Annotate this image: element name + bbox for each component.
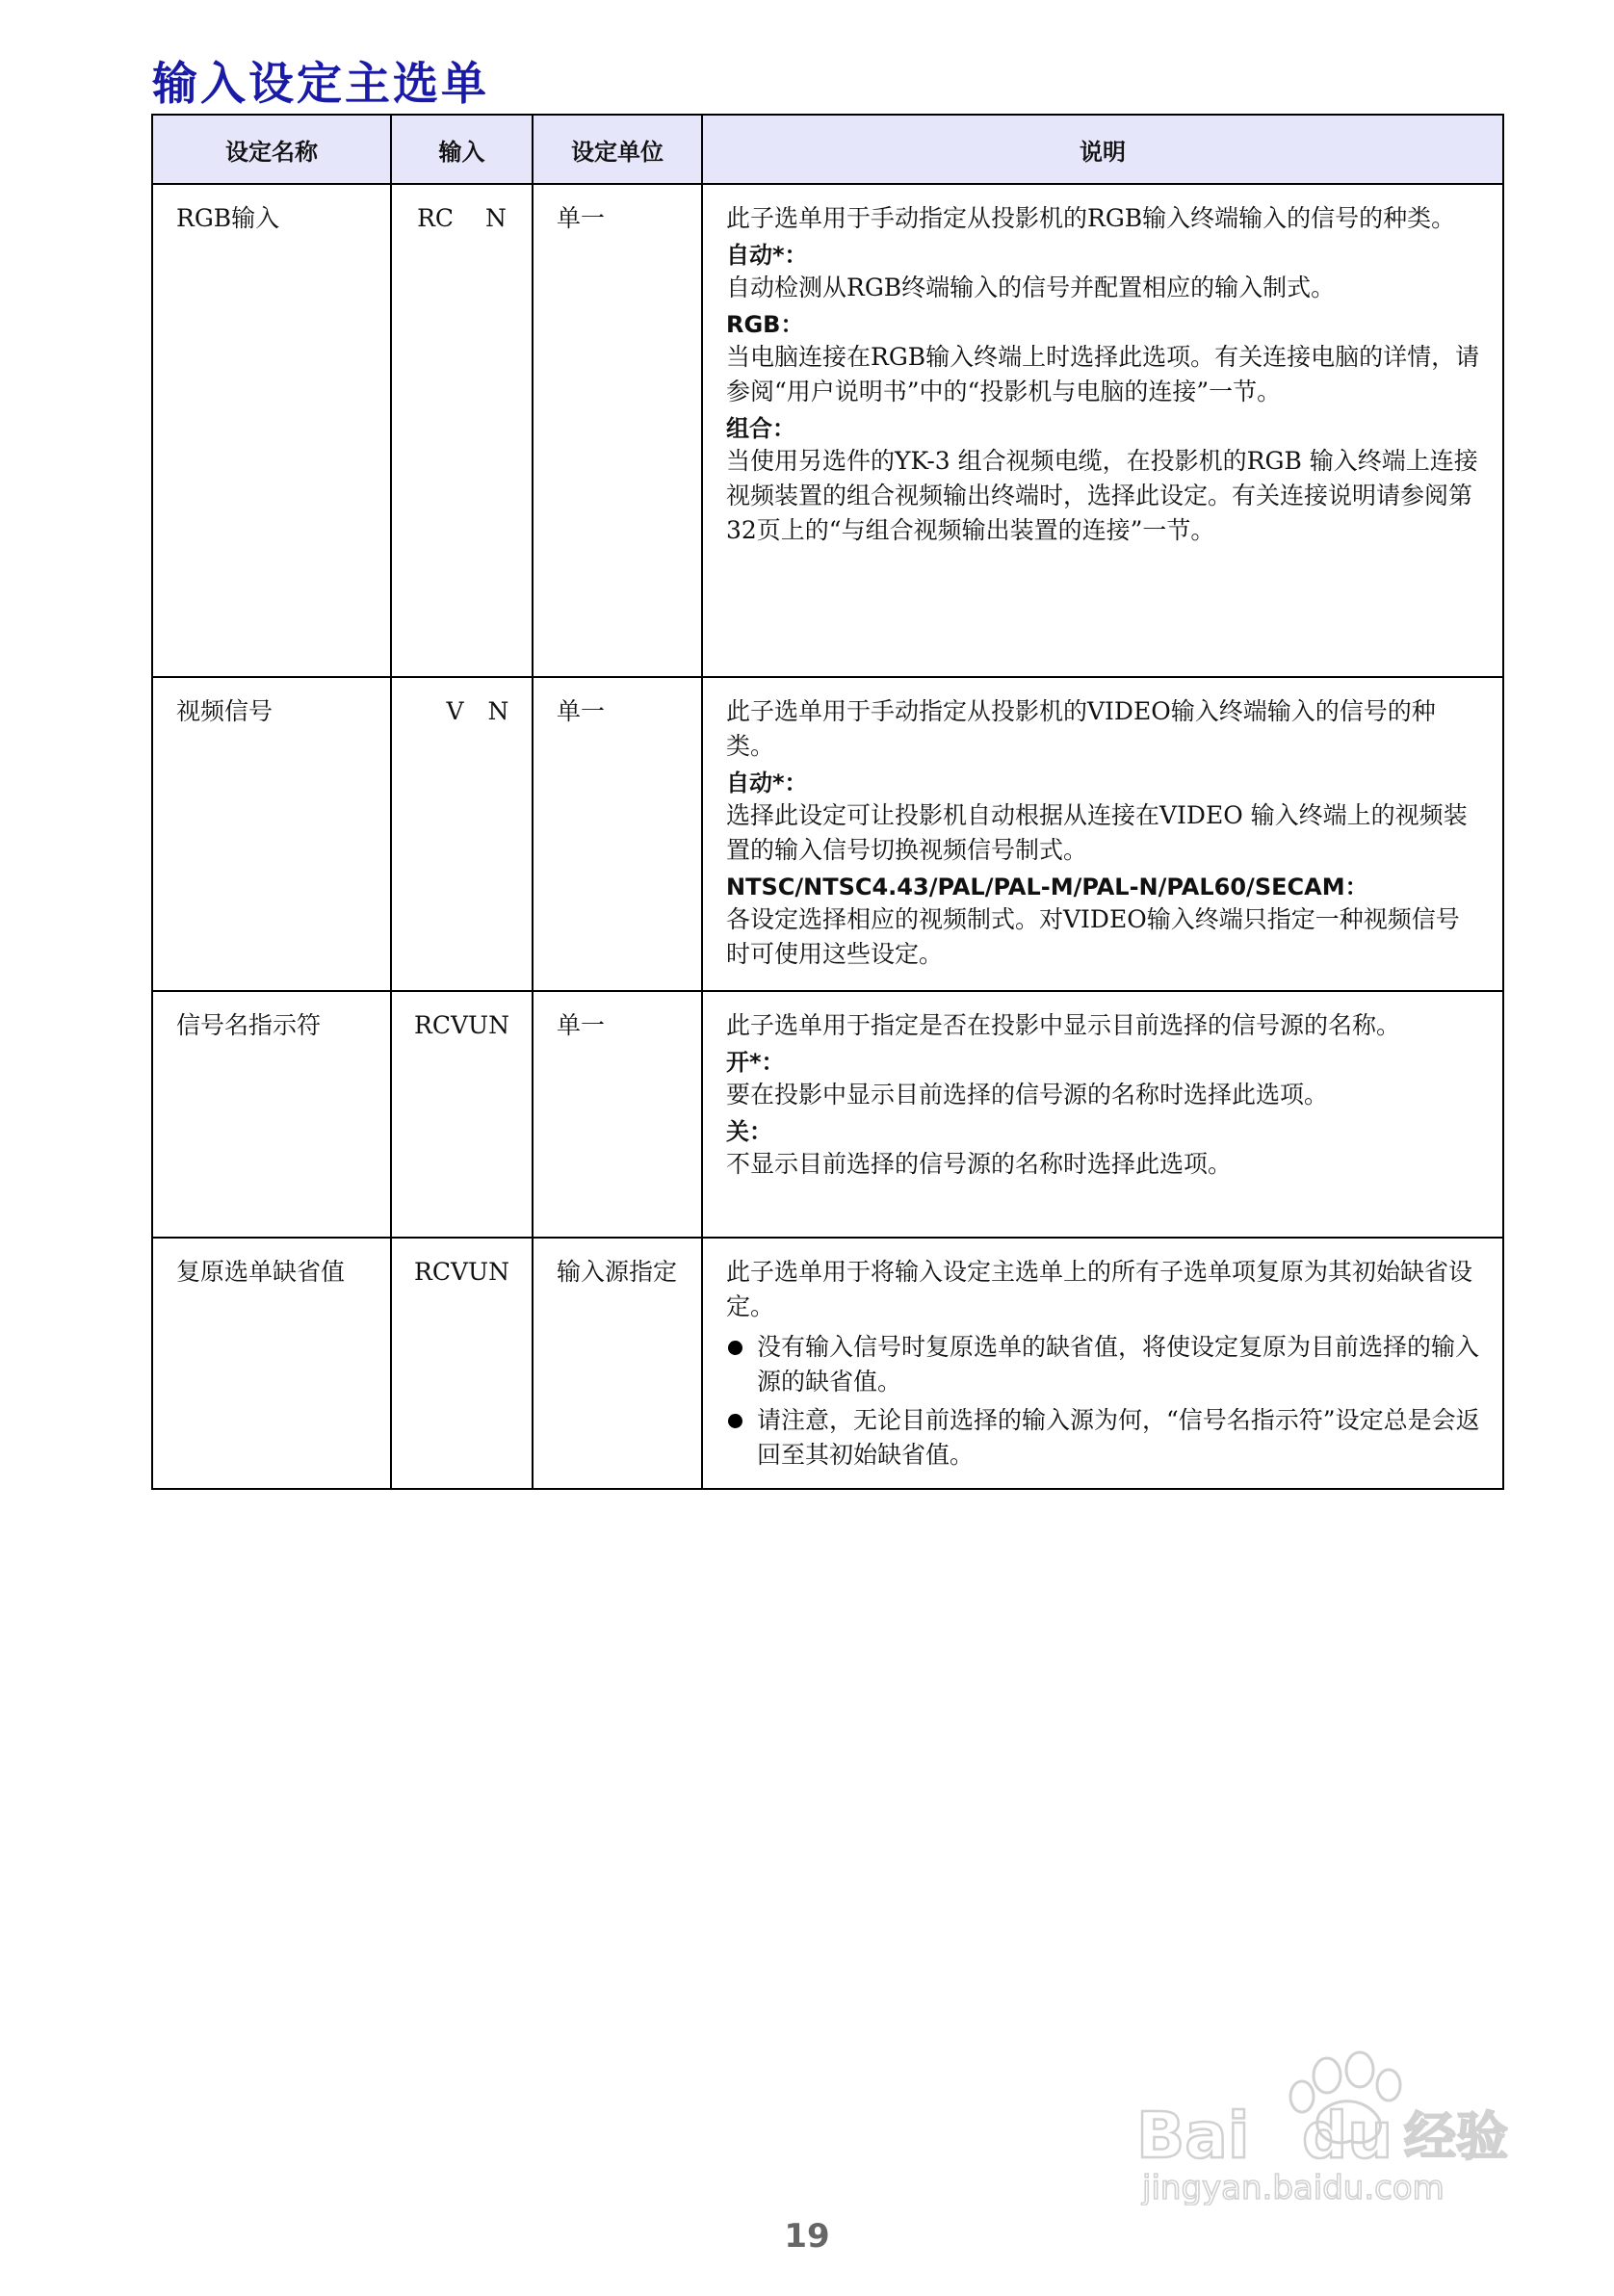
row-setting-name: 复原选单缺省值: [152, 1238, 391, 1489]
description-intro: 此子选单用于指定是否在投影中显示目前选择的信号源的名称。: [726, 1011, 1401, 1039]
description-intro: 此子选单用于将输入设定主选单上的所有子选单项复原为其初始缺省设定。: [726, 1258, 1473, 1320]
option-label: 自动*：: [726, 242, 808, 269]
option-text: 自动检测从RGB终端输入的信号并配置相应的输入制式。: [726, 274, 1336, 301]
option-text: 当使用另选件的YK-3 组合视频电缆，在投影机的RGB 输入终端上连接视频装置的组合视频输出终端时，选择此设定。有关连接说明请参阅第32页上的“与组合视频输出装置的连接”一节。: [726, 447, 1478, 544]
list-item: [726, 1403, 1483, 1473]
header-description: 说明: [702, 115, 1503, 184]
row-setting-name: 信号名指示符: [152, 991, 391, 1238]
svg-text:经验: 经验: [1404, 2106, 1508, 2167]
option-label: 开*：: [726, 1049, 785, 1076]
bullet-icon: [728, 1341, 742, 1355]
option-text: 不显示目前选择的信号源的名称时选择此选项。: [726, 1150, 1233, 1178]
header-input: 输入: [391, 115, 533, 184]
row-description: [702, 184, 1503, 677]
row-input-code: RC N: [391, 184, 533, 677]
row-setting-name: RGB输入: [152, 184, 391, 677]
header-setting-name: 设定名称: [152, 115, 391, 184]
option-text: 各设定选择相应的视频制式。对VIDEO输入终端只指定一种视频信号时可使用这些设定。: [726, 905, 1460, 968]
bullet-text: 没有输入信号时复原选单的缺省值，将使设定复原为目前选择的输入源的缺省值。: [757, 1333, 1480, 1396]
row-setting-unit: 单一: [533, 677, 702, 991]
bullet-icon: [728, 1414, 742, 1428]
row-description: [702, 991, 1503, 1238]
row-setting-unit: 输入源指定: [533, 1238, 702, 1489]
list-item: [726, 1330, 1483, 1399]
option-text: 当电脑连接在RGB输入终端上时选择此选项。有关连接电脑的详情，请参阅“用户说明书”中的“投影机与电脑的连接”一节。: [726, 343, 1480, 405]
option-label: RGB：: [726, 311, 804, 338]
baidu-watermark-logo: [1136, 2047, 1541, 2205]
option-label: 组合：: [726, 415, 795, 442]
option-label: NTSC/NTSC4.43/PAL/PAL-M/PAL-N/PAL60/SECAM：: [726, 874, 1368, 900]
header-setting-unit: 设定单位: [533, 115, 702, 184]
option-text: 要在投影中显示目前选择的信号源的名称时选择此选项。: [726, 1081, 1329, 1109]
row-setting-name: 视频信号: [152, 677, 391, 991]
table-header-row: [152, 115, 1503, 184]
svg-text:Bai: Bai: [1136, 2099, 1250, 2173]
page-number: 19: [784, 2217, 830, 2256]
description-intro: 此子选单用于手动指定从投影机的RGB输入终端输入的信号的种类。: [726, 204, 1456, 232]
svg-text:du: du: [1302, 2099, 1393, 2173]
page-title: 输入设定主选单: [152, 58, 489, 111]
bullet-text: 请注意，无论目前选择的输入源为何，“信号名指示符”设定总是会返回至其初始缺省值。: [757, 1406, 1480, 1469]
option-label: 自动*：: [726, 770, 808, 796]
table-row: [152, 677, 1503, 991]
row-description: [702, 1238, 1503, 1489]
table-row: [152, 1238, 1503, 1489]
row-input-code: V N: [391, 677, 533, 991]
table-row: [152, 184, 1503, 677]
option-label: 关：: [726, 1118, 772, 1145]
row-description: [702, 677, 1503, 991]
row-setting-unit: 单一: [533, 184, 702, 677]
input-settings-table: [151, 114, 1504, 1490]
row-input-code: RCVUN: [391, 991, 533, 1238]
row-setting-unit: 单一: [533, 991, 702, 1238]
bullet-list: [726, 1330, 1483, 1473]
option-text: 选择此设定可让投影机自动根据从连接在VIDEO 输入终端上的视频装置的输入信号切换视频信号制式。: [726, 801, 1468, 864]
description-intro: 此子选单用于手动指定从投影机的VIDEO输入终端输入的信号的种类。: [726, 697, 1436, 760]
row-input-code: RCVUN: [391, 1238, 533, 1489]
table-row: [152, 991, 1503, 1238]
svg-text:jingyan.baidu.com: jingyan.baidu.com: [1142, 2169, 1445, 2205]
